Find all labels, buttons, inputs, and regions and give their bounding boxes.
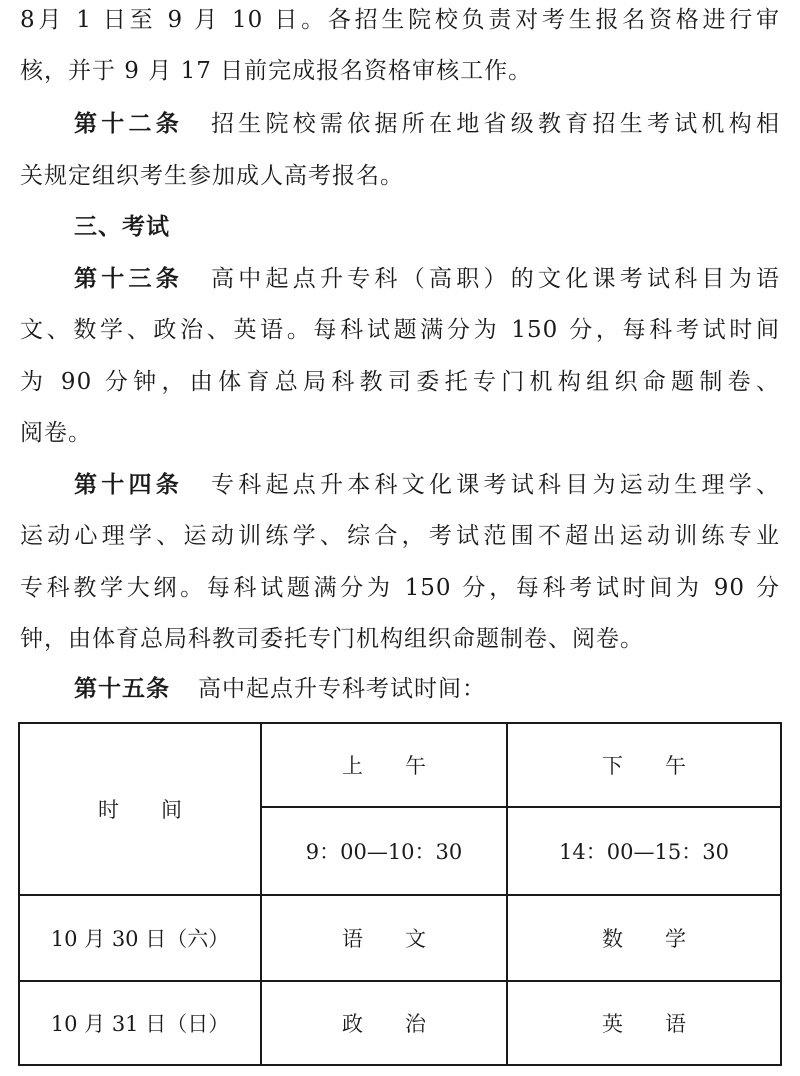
morning-subject-cell: 政 治 — [261, 981, 507, 1065]
article-13-line-2: 文、数学、政治、英语。每科试题满分为 150 分，每科考试时间 — [20, 317, 780, 343]
article-15-line-1 — [20, 674, 780, 704]
article-11-line-1: 8月 1 日至 9 月 10 日。各招生院校负责对考生报名资格进行审 — [20, 7, 780, 33]
article-12-line-1 — [20, 109, 780, 139]
article-13-line-1 — [20, 264, 780, 294]
header-afternoon-cell: 下 午 — [507, 723, 781, 807]
afternoon-subject-cell: 英 语 — [507, 981, 781, 1065]
article-15-heading: 第十五条 — [74, 676, 170, 702]
article-14-heading: 第十四条 — [74, 472, 183, 498]
section-3-title: 三、考试 — [74, 214, 170, 240]
afternoon-hours-cell: 14：00—15：30 — [507, 807, 781, 895]
article-11-line-2: 核，并于 9 月 17 日前完成报名资格审核工作。 — [20, 58, 533, 84]
header-time-cell: 时 间 — [19, 723, 261, 895]
article-14-line-4: 钟，由体育总局科教司委托专门机构组织命题制卷、阅卷。 — [20, 626, 644, 652]
article-13-heading: 第十三条 — [74, 266, 183, 292]
table-header-row — [19, 723, 781, 807]
article-12-heading: 第十二条 — [74, 111, 183, 137]
morning-hours-cell: 9：00—10：30 — [261, 807, 507, 895]
article-14-line-3: 专科教学大纲。每科试题满分为 150 分，每科考试时间为 90 分 — [20, 575, 780, 601]
article-12-line-2: 关规定组织考生参加成人高考报名。 — [20, 163, 404, 189]
article-14-text: 专科起点升本科文化课考试科目为运动生理学、 — [211, 472, 780, 498]
exam-schedule-table — [18, 722, 782, 1066]
article-13-text: 高中起点升专科（高职）的文化课考试科目为语 — [211, 266, 780, 292]
date-cell: 10 月 31 日（日） — [19, 981, 261, 1065]
table-row — [19, 981, 781, 1065]
article-13-line-3: 为 90 分钟，由体育总局科教司委托专门机构组织命题制卷、 — [20, 369, 780, 395]
article-12-text: 招生院校需依据所在地省级教育招生考试机构相 — [211, 111, 780, 137]
article-14-line-1 — [20, 470, 780, 500]
table-row — [19, 895, 781, 981]
article-14-line-2: 运动心理学、运动训练学、综合，考试范围不超出运动训练专业 — [20, 523, 780, 549]
article-13-line-4: 阅卷。 — [20, 420, 92, 446]
header-morning-cell: 上 午 — [261, 723, 507, 807]
date-cell: 10 月 30 日（六） — [19, 895, 261, 981]
morning-subject-cell: 语 文 — [261, 895, 507, 981]
afternoon-subject-cell: 数 学 — [507, 895, 781, 981]
article-15-text: 高中起点升专科考试时间： — [198, 676, 486, 702]
